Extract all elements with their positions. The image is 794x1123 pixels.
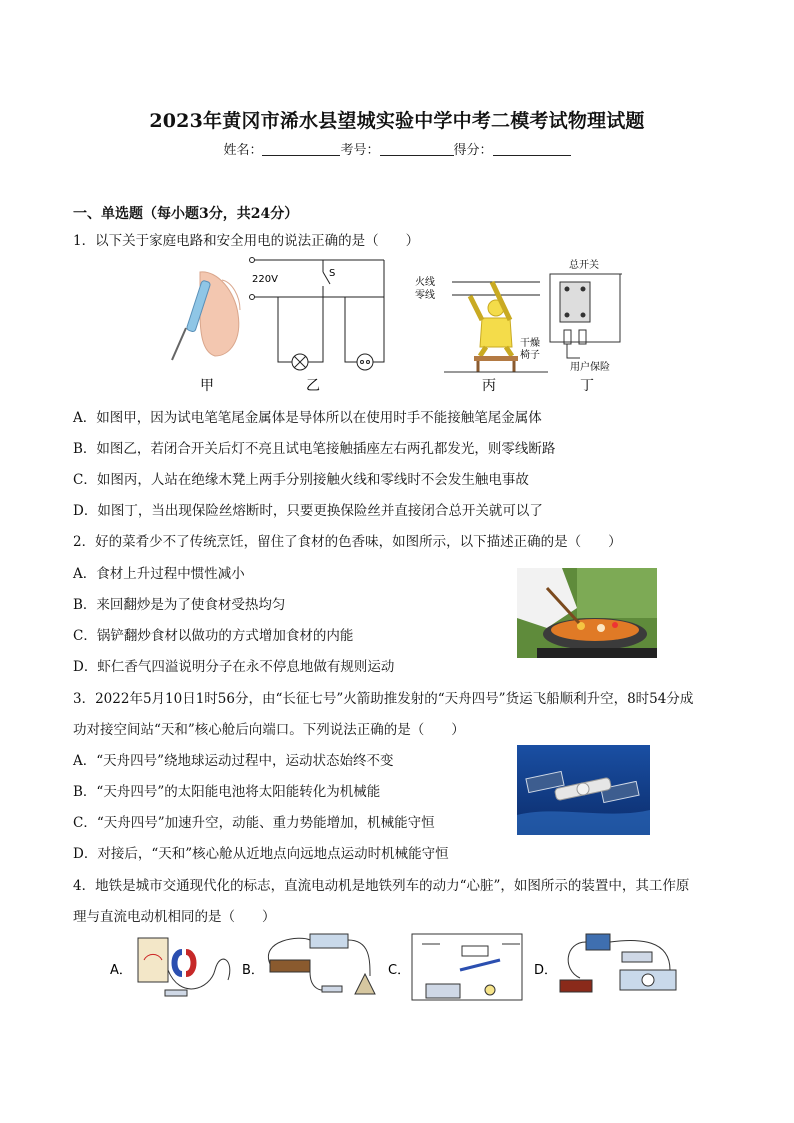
student-info: [0, 139, 794, 158]
q4-options-figure: [110, 930, 690, 1006]
fuse-label: 用户保险: [570, 362, 610, 373]
q3-option-d: D．对接后，“天和”核心舱从近地点向远地点运动时机械能守恒: [73, 846, 449, 862]
voltage-label: 220V: [252, 274, 278, 285]
q2-option-d: D．虾仁香气四溢说明分子在永不停息地做有规则运动: [73, 659, 395, 675]
fuse-box-illustration: [550, 274, 622, 358]
number-label: 考号：: [340, 143, 380, 158]
label-jia: 甲: [200, 378, 214, 394]
q4-label-a[interactable]: A．: [110, 963, 132, 978]
space-station-photo: [517, 745, 650, 835]
main-switch-label: 总开关: [569, 260, 599, 271]
motor-circuit-device: [560, 934, 676, 992]
q3-stem-line2: 功对接空间站“天和”核心舱后向端口。下列说法正确的是（ ）: [73, 722, 465, 738]
name-label: 姓名：: [223, 143, 263, 158]
chair-label-2: 椅子: [520, 350, 540, 361]
q3-option-a: A．“天舟四号”绕地球运动过程中，运动状态始终不变: [73, 753, 394, 769]
q3-option-c: C．“天舟四号”加速升空，动能、重力势能增加，机械能守恒: [73, 815, 435, 831]
cooking-photo: [517, 568, 657, 658]
score-label: 得分：: [453, 143, 493, 158]
switch-label: S: [329, 268, 336, 279]
q1-option-a: A．如图甲，因为试电笔笔尾金属体是导体所以在使用时手不能接触笔尾金属体: [73, 410, 542, 426]
exam-title: 2023年黄冈市浠水县望城实验中学中考二模考试物理试题: [149, 110, 645, 132]
section-heading: 一、单选题（每小题3分，共24分）: [73, 206, 299, 222]
electromagnet-device: [268, 934, 375, 994]
q4-label-b[interactable]: B．: [242, 963, 264, 978]
label-yi: 乙: [306, 378, 320, 394]
label-ding: 丁: [580, 378, 594, 394]
q4-label-c[interactable]: C．: [388, 963, 411, 978]
label-bing: 丙: [482, 378, 496, 394]
live-wire-label: 火线: [415, 277, 435, 288]
score-blank[interactable]: [493, 142, 571, 156]
conductor-rails-device: [412, 934, 522, 1000]
q4-stem-line1: 4．地铁是城市交通现代化的标志，直流电动机是地铁列车的动力“心脏”，如图所示的装置中，其工作原: [73, 878, 690, 894]
name-blank[interactable]: [262, 142, 340, 156]
number-blank[interactable]: [380, 142, 454, 156]
q4-stem-line2: 理与直流电动机相同的是（ ）: [73, 909, 276, 925]
galvanometer-device: [138, 938, 230, 996]
neutral-wire-label: 零线: [415, 290, 435, 301]
q1-stem: 1．以下关于家庭电路和安全用电的说法正确的是（ ）: [73, 233, 420, 249]
chair-label-1: 干燥: [520, 338, 540, 349]
q2-stem: 2．好的菜肴少不了传统烹饪，留住了食材的色香味，如图所示，以下描述正确的是（ ）: [73, 534, 622, 550]
q2-option-a: A．食材上升过程中惯性减小: [73, 566, 245, 582]
test-pen-hand-illustration: [172, 272, 240, 360]
q4-label-d[interactable]: D．: [534, 963, 558, 978]
q3-option-b: B．“天舟四号”的太阳能电池将太阳能转化为机械能: [73, 784, 381, 800]
q1-option-d: D．如图丁，当出现保险丝熔断时，只要更换保险丝并直接闭合总开关就可以了: [73, 503, 543, 519]
q2-option-b: B．来回翻炒是为了使食材受热均匀: [73, 597, 286, 613]
q2-option-c: C．锅铲翻炒食材以做功的方式增加食材的内能: [73, 628, 354, 644]
q1-figure: [160, 252, 640, 400]
q3-stem-line1: 3．2022年5月10日1时56分，由“长征七号”火箭助推发射的“天舟四号”货运飞船顺利升空，8时54分成: [73, 691, 694, 707]
q1-option-c: C．如图丙，人站在绝缘木凳上两手分别接触火线和零线时不会发生触电事故: [73, 472, 529, 488]
q1-option-b: B．如图乙，若闭合开关后灯不亮且试电笔接触插座左右两孔都发光，则零线断路: [73, 441, 556, 457]
